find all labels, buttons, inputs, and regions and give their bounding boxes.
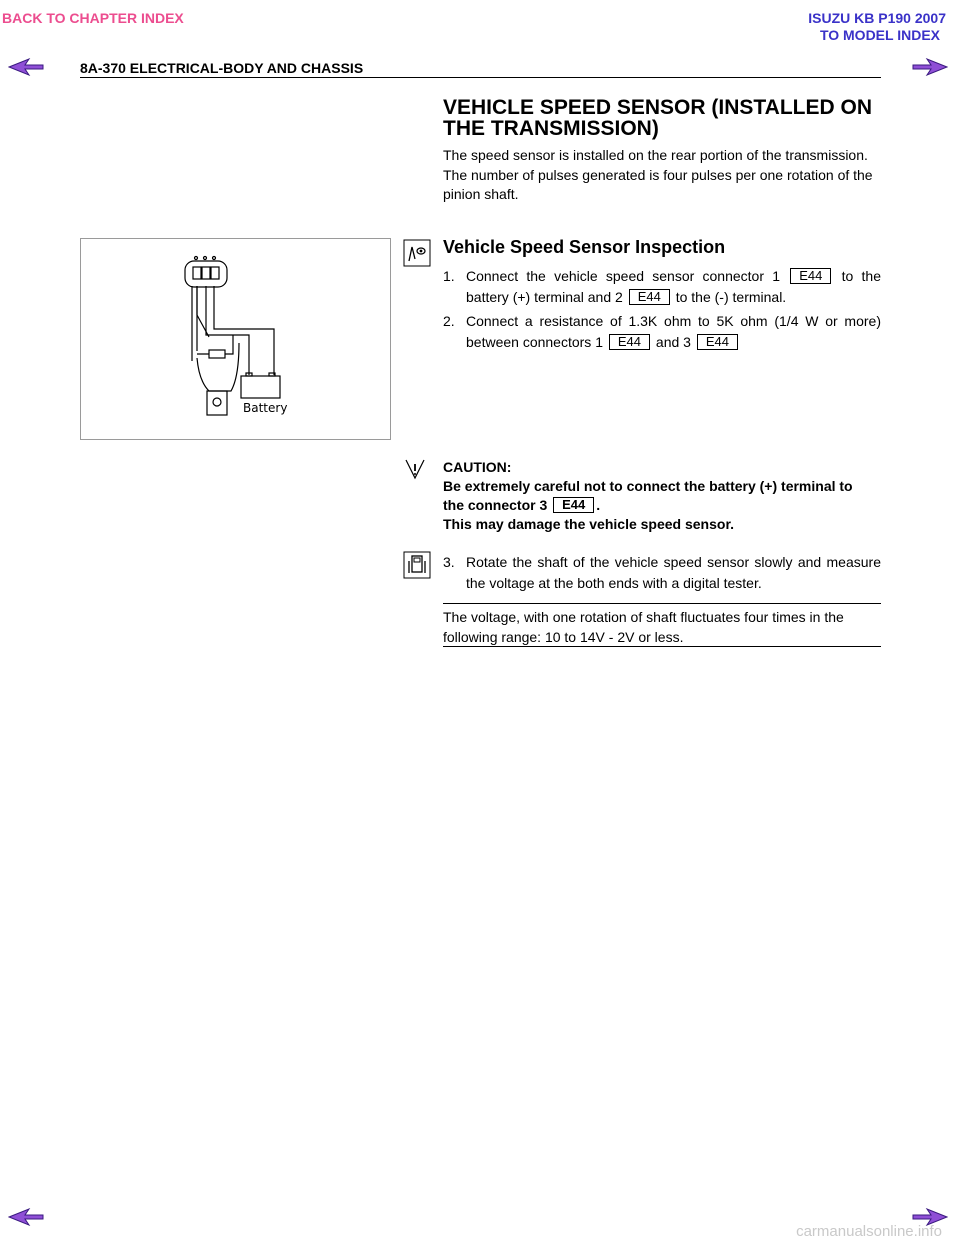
sensor-wiring-diagram [81,239,390,439]
caution-icon [404,458,426,480]
to-model-index-link[interactable]: TO MODEL INDEX [819,27,940,43]
connector-tag: E44 [697,334,738,350]
back-to-chapter-index-link[interactable]: BACK TO CHAPTER INDEX [2,10,184,26]
intro-line: The speed sensor is installed on the rear portion of the transmission. [443,147,868,163]
header-rule [80,77,881,78]
inspection-title: Vehicle Speed Sensor Inspection [443,237,726,257]
inspection-step-1 [443,266,881,308]
page-header: 8A-370 ELECTRICAL-BODY AND CHASSIS [80,60,364,76]
connector-tag: E44 [553,497,594,513]
model-title: ISUZU KB P190 2007 [808,10,946,26]
wiring-figure [80,238,391,440]
battery-label: Battery [243,401,288,415]
step-number: 1. [443,268,455,284]
intro-text [443,146,883,205]
measure-icon [403,551,431,579]
inspection-step-2 [443,311,881,353]
intro-line: The number of pulses generated is four pulses per one rotation of the pinion shaft. [443,166,873,202]
measure-step-3 [443,552,881,594]
connector-tag: E44 [609,334,650,350]
caution-block [443,458,863,534]
step-text: Connect the vehicle speed sensor connector 1 E44 to the battery (+) terminal and 2 E44 to the (-) terminal. [466,268,881,305]
caution-line: This may damage the vehicle speed sensor. [443,516,735,532]
inspect-icon [403,239,431,267]
watermark: carmanualsonline.info [796,1223,942,1240]
arrow-right-icon[interactable] [912,58,948,76]
caution-line: Be extremely careful not to connect the battery (+) terminal to the connector 3 E44 . [443,478,853,513]
arrow-left-icon[interactable] [8,1208,44,1226]
step-number: 2. [443,313,455,329]
section-title: VEHICLE SPEED SENSOR (INSTALLED ON THE TRANSMISSION) [443,96,872,140]
spec-rule-top [443,603,881,604]
step-text: Connect a resistance of 1.3K ohm to 5K ohm (1/4 W or more) between connectors 1 E44 and 3 E44 [466,313,881,350]
spec-rule-bottom [443,646,881,647]
connector-tag: E44 [629,289,670,305]
step-number: 3. [443,554,455,570]
spec-text: The voltage, with one rotation of shaft fluctuates four times in the following range: 10 to 14V - 2V or less. [443,609,844,645]
model-index-block[interactable] [808,10,946,44]
caution-label: CAUTION: [443,459,512,475]
step-text: Rotate the shaft of the vehicle speed sensor slowly and measure the voltage at the both ends with a digital tester. [466,554,881,591]
connector-tag: E44 [790,268,831,284]
arrow-left-icon[interactable] [8,58,44,76]
